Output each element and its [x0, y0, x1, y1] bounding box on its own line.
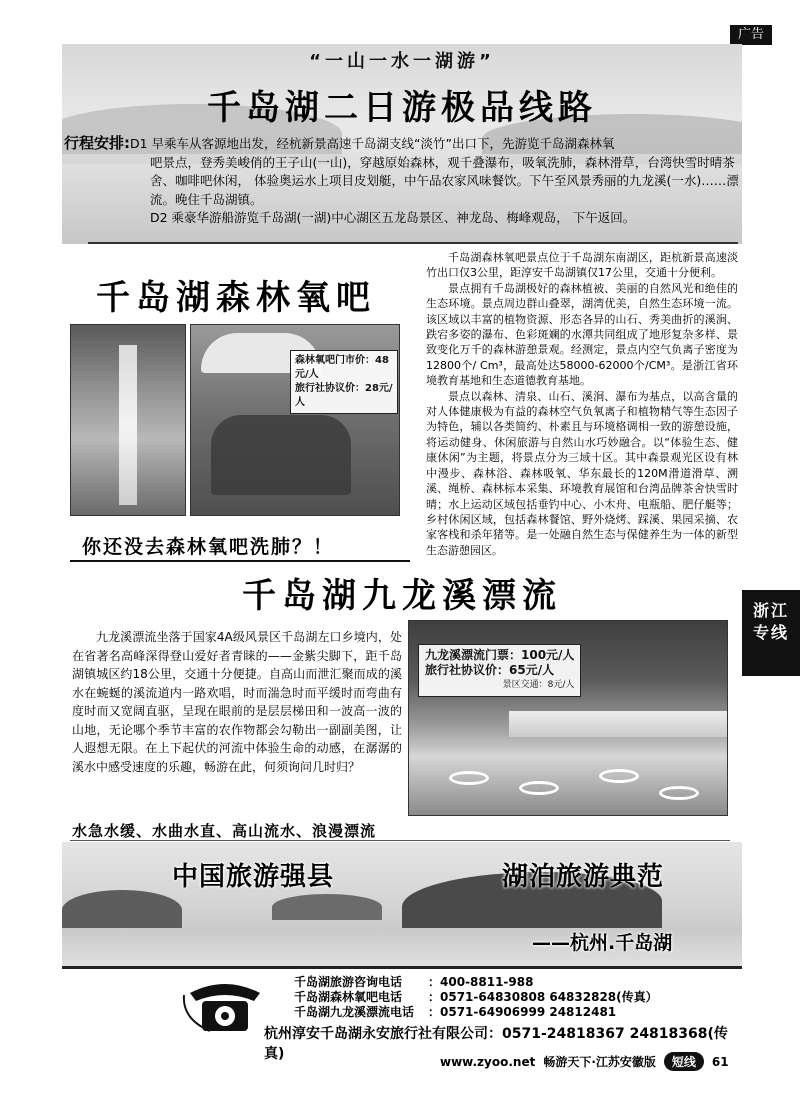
- forest-slogan: 你还没去森林氧吧洗肺？！: [82, 536, 335, 558]
- drift-title: 千岛湖九龙溪漂流: [242, 576, 562, 616]
- banner-city: ——杭州.千岛湖: [532, 932, 673, 954]
- contact-row: [294, 975, 658, 990]
- section-badge: 短线: [664, 1052, 704, 1071]
- region-tab: [742, 590, 800, 676]
- forest-paragraph: 景点拥有千岛湖极好的森林植被、美丽的自然风光和绝佳的生态环境。景点周边群山叠翠，湖湾优美，自然生态环境一流。该区域以丰富的植物资源、形态各异的山石、秀美曲折的溪涧、跌宕多姿的瀑布、色彩斑斓的水潭共同组成了地形复杂多样、景致变化万千的森林游憩景观。经测定，景点内空气负离子密度为12800个/ Cm³，最高处达58000-62000个/CM³。是浙江省环境教育基地和生态道德教育基地。: [426, 281, 738, 388]
- drift-divider: [70, 840, 730, 841]
- drift-agency-price: 旅行社协议价：65元/人: [425, 663, 555, 677]
- itinerary-section: [62, 44, 742, 244]
- contact-number: ：0571-64906999 24812481: [428, 1005, 617, 1019]
- page-number: 61: [711, 1054, 729, 1069]
- promo-banner: [62, 842, 742, 966]
- contact-number: ：400-8811-988: [428, 975, 534, 989]
- forest-title: 千岛湖森林氧吧: [96, 278, 376, 318]
- itinerary-d1: [64, 134, 740, 154]
- company-contact: 杭州淳安千岛湖永安旅行社有限公司：0571-24818367 24818368(传真): [264, 1026, 728, 1062]
- itinerary-d1-first: D1 早乘车从客源地出发，经杭新景高速千岛湖支线“淡竹”出口下，先游览千岛湖森林氧: [130, 136, 615, 151]
- itinerary-label: 行程安排:: [64, 134, 130, 152]
- island-image: [62, 890, 182, 930]
- drift-slogan: 水急水缓、水曲水直、高山流水、浪漫漂流: [72, 822, 377, 840]
- region-tab-line2: 专线: [752, 623, 789, 642]
- ad-tag: 广告: [730, 25, 772, 45]
- contact-number: ：0571-64830808 64832828(传真）: [428, 990, 658, 1004]
- forest-description: [426, 250, 738, 558]
- forest-price-box: [290, 350, 398, 414]
- visitors-image: [211, 415, 351, 495]
- waterfall-image: [119, 345, 137, 505]
- forest-retail-price: 森林氧吧门市价：48元/人: [295, 355, 389, 380]
- raft-image: [599, 769, 639, 783]
- forest-divider: [70, 560, 410, 562]
- itinerary-d1-rest: 吧景点，登秀美峻俏的王子山(一山)，穿越原始森林，观千叠瀑布，吸氧洗肺，森林滑草，台湾快雪时晴茶舍、咖啡吧休闲， 体验奥运水上项目皮划艇，中午品农家风味餐饮。下午至风景秀丽的九龙溪(一水)……漂流。晚住千岛湖镇。: [150, 154, 739, 207]
- island-image: [272, 894, 382, 920]
- contact-row: [294, 990, 658, 1005]
- forest-agency-price: 旅行社协议价：28元/人: [295, 383, 393, 408]
- raft-image: [659, 786, 699, 800]
- forest-paragraph: 千岛湖森林氧吧景点位于千岛湖东南湖区，距杭新景高速淡竹出口仅3公里，距淳安千岛湖镇仅17公里，交通十分便利。: [426, 251, 738, 280]
- contact-label: 千岛湖九龙溪漂流电话: [294, 1005, 415, 1019]
- magazine-name: 畅游天下·江苏安徽版: [543, 1055, 656, 1069]
- website-link[interactable]: www.zyoo.net: [440, 1054, 536, 1069]
- divider: [88, 242, 738, 244]
- contact-list: [294, 975, 658, 1020]
- itinerary: [64, 134, 740, 228]
- itinerary-d2: D2 乘豪华游船游览千岛湖(一湖)中心湖区五龙岛景区、神龙岛、梅峰观岛， 下午返回。: [150, 210, 636, 225]
- page-title: 千岛湖二日游极品线路: [207, 88, 597, 128]
- banner-left-slogan: 中国旅游强县: [172, 862, 335, 892]
- drift-ticket-price: 九龙溪漂流门票：100元/人: [425, 648, 575, 662]
- raft-image: [519, 781, 559, 795]
- raft-image: [449, 771, 489, 785]
- drift-transport-price: 景区交通：8元/人: [502, 680, 575, 690]
- waterfall-photo: [70, 324, 186, 516]
- telephone-icon: [180, 975, 270, 1035]
- forest-paragraph: 景点以森林、清泉、山石、溪涧、瀑布为基点，以高含量的对人体健康极为有益的森林空气负氧离子和植物精气等生态因子为特色，辅以各类简约、朴素且与环境格调相一致的游憩设施，将运动健身、休闲旅游与自然山水巧妙融合。以“体验生态、健康休闲”为主题，将景点分为三域十区。其中森景观光区设有林中漫步、森林浴、森林吸氧、华东最长的120M滑道滑草、溯溪、绳桥、森林标本采集、环境教育展馆和台湾品牌茶舍快雪时晴；水上运动区域包括垂钓中心、小木舟、电瓶船、肥仔艇等；乡村休闲区域，包括森林餐馆、野外烧烤、踩溪、果园采摘、农家客栈和杀年猪等。是一处融自然生态与保健养生为一体的新型生态游憩园区。: [426, 389, 738, 557]
- contact-label: 千岛湖旅游咨询电话: [294, 975, 403, 989]
- drift-price-box: [418, 644, 581, 697]
- page-footer: [440, 1052, 780, 1071]
- weir-image: [509, 711, 728, 737]
- slogan: “一山一水一湖游”: [309, 51, 495, 72]
- contact-row: [294, 1005, 658, 1020]
- banner-right-slogan: 湖泊旅游典范: [502, 862, 665, 892]
- region-tab-line1: 浙江: [752, 601, 789, 620]
- contact-label: 千岛湖森林氧吧电话: [294, 990, 403, 1004]
- drift-description: 九龙溪漂流坐落于国家4A级风景区千岛湖左口乡境内，处在省著名高峰深得登山爱好者青睐的——金紫尖脚下，距千岛湖镇城区约18公里，交通十分便捷。自高山而泄汇聚而成的溪水在蜿蜒的溪流道内一路欢唱，时而湍急时而平缓时而弯曲有度时而又宽阔直驱，呈现在眼前的是层层梯田和一波高一波的山地，无论哪个季节丰富的农作物都会勾勒出一副副美图，让人遐想无限。在上下起伏的河流中体验生命的动感，在潺潺的溪水中感受速度的乐趣，畅游在此，何须询问几时归？: [72, 630, 402, 774]
